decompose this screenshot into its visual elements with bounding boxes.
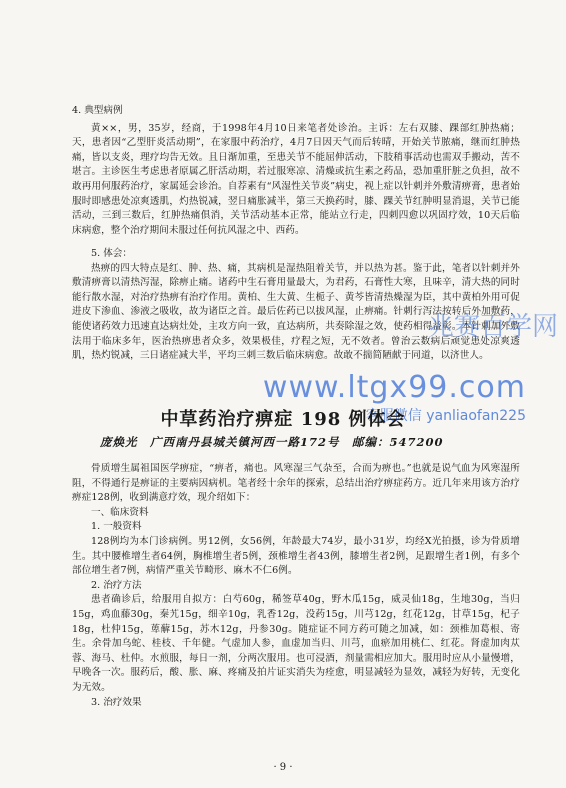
summary-body: 热痹的四大特点是红、肿、热、痛，其病机是湿热阻着关节，并以热为甚。鉴于此，笔者以针刺并外敷清痹膏以清热泻湿，除痹止痛。诸药中生石膏用量最大，为君药，石膏性大寒，且味辛，清大热的同时能行散水湿，对治疗热痹有治疗作用。黄柏、生大黄、生栀子、黄芩皆清热燥湿为臣，其中黄柏外用可促进皮下渗血、渗液之吸收，故为诸臣之首。最后佐药已以拔风湿，止痹痛。针刺行泻法按转后外加敷药，能使诸药效力迅速直达病灶处，主攻方向一致，直达病所，共奏除湿之效，使药相得益彰。本针刺加外敷法用于临床多年，医治热痹患者众多，效果极佳，疗程之短，无不效者。曾治云数病后顽觉患处凉爽透肌，热灼锐减，三日诸症减大半，平均三刺三数后临床病愈。故敢不揣简陋献于同道，以济世人。	[72, 262, 520, 362]
watermark-contact: 客服微信 yanliaofan225	[365, 408, 526, 424]
subsection-general-data: 1. 一般资料	[91, 521, 142, 533]
subsection-treatment-method: 2. 治疗方法	[91, 579, 142, 591]
subsection-treatment-effect: 3. 治疗效果	[91, 696, 142, 708]
article-author-line: 庞焕光 广西南丹县城关镇河西一路172号 邮编：547200	[100, 435, 444, 449]
case-heading: 4. 典型病例	[72, 105, 123, 116]
article-intro: 骨质增生属祖国医学痹症，“痹者，痛也。风寒湿三气杂至，合而为痹也。”也就是说气血为风寒湿所阻，不得通行是痹证的主要病因病机。笔者经十余年的探索，总结出治疗痹症药方。近几年来用该方治疗痹症128例，收到满意疗效，现介绍如下：	[72, 463, 520, 504]
article-title: 中草药治疗痹症 198 例体会	[160, 409, 406, 430]
section-clinical-data: 一、临床资料	[91, 506, 149, 518]
watermark-site-url: www.ltgx99.com	[262, 370, 526, 405]
treatment-method-text: 患者确诊后，给服用自拟方：白芍60g，稀签草40g，野木瓜15g，威灵仙18g，生地30g，当归15g，鸡血藤30g，秦艽15g，细辛10g，乳香12g，没药15g，川芎12g，红花12g，甘草15g，杞子18g，杜仲15g，萆薢15g，苏木12g，丹参30g。随症证不同方药可随之加减，如：颈椎加葛根、寄生。余骨加乌蛇、桂枝、千年健。气虚加人参，血虚加当归、川芎，血瘀加用桃仁、红花。肾虚加肉苁蓉、海马、杜仲。水煎服，每日一剂，分两次服用。也可浸酒，剂量需相应加大。服用时应从小量慢增，早晚各一次。服药后，酸、胀、麻、疼痛及拍片证实消失为痊愈，明显减轻为显效，减轻为好转，无变化为无效。	[72, 594, 520, 693]
case-body: 黄××，男，35岁，经商，于1998年4月10日来笔者处诊治。主诉：左右双膝、踝部红肿热痛；天，患者因“乙型肝炎活动期”，在家服中药治疗，4月7日因天气而后转晴，开始关节脓痛，继而红肿热痛，皆以支炎，理疗均告无效。且日渐加重，至患关节不能屈伸活动，下肢稍事活动也需双手搬动，苦不堪言。主诊医生考虑患者原属乙肝活动期，若过服寒凉、清燥或抗生素之药品，恐加重肝脏之负担，故不敢再用何服药治疗，家属延会诊治。自荐素有“风湿性关节炎”病史，视上症以针刺并外敷清痹膏，患者始服时即感患处凉爽透肌，灼热锐减，翌日痛胀减半，第三天换药时，膝、踝关节红肿明显消退，关节已能活动，三到三数后，红肿热痛俱消，关节活动基本正常，能站立行走，四刺四愈以巩固疗效，10天后临床病愈，整个治疗期间未服过任何抗风湿之中、西药。	[72, 122, 520, 236]
watermark-side-text: 兆赛百学网	[427, 312, 558, 342]
summary-heading: 5. 体会：	[91, 248, 132, 259]
page-number: · 9 ·	[273, 762, 293, 773]
article-body	[72, 462, 520, 710]
general-data-text: 128例均为本门诊病例。男12例，女56例，年龄最大74岁，最小31岁，均经X光拍摄，诊为骨质增生。其中腰椎增生者64例，胸椎增生者5例，颈椎增生者43例，膝增生者2例，足跟增生者1例，有多个部位增生者7例，病情严重关节畸形、麻木不仁6例。	[72, 535, 520, 577]
case-section	[72, 104, 520, 238]
